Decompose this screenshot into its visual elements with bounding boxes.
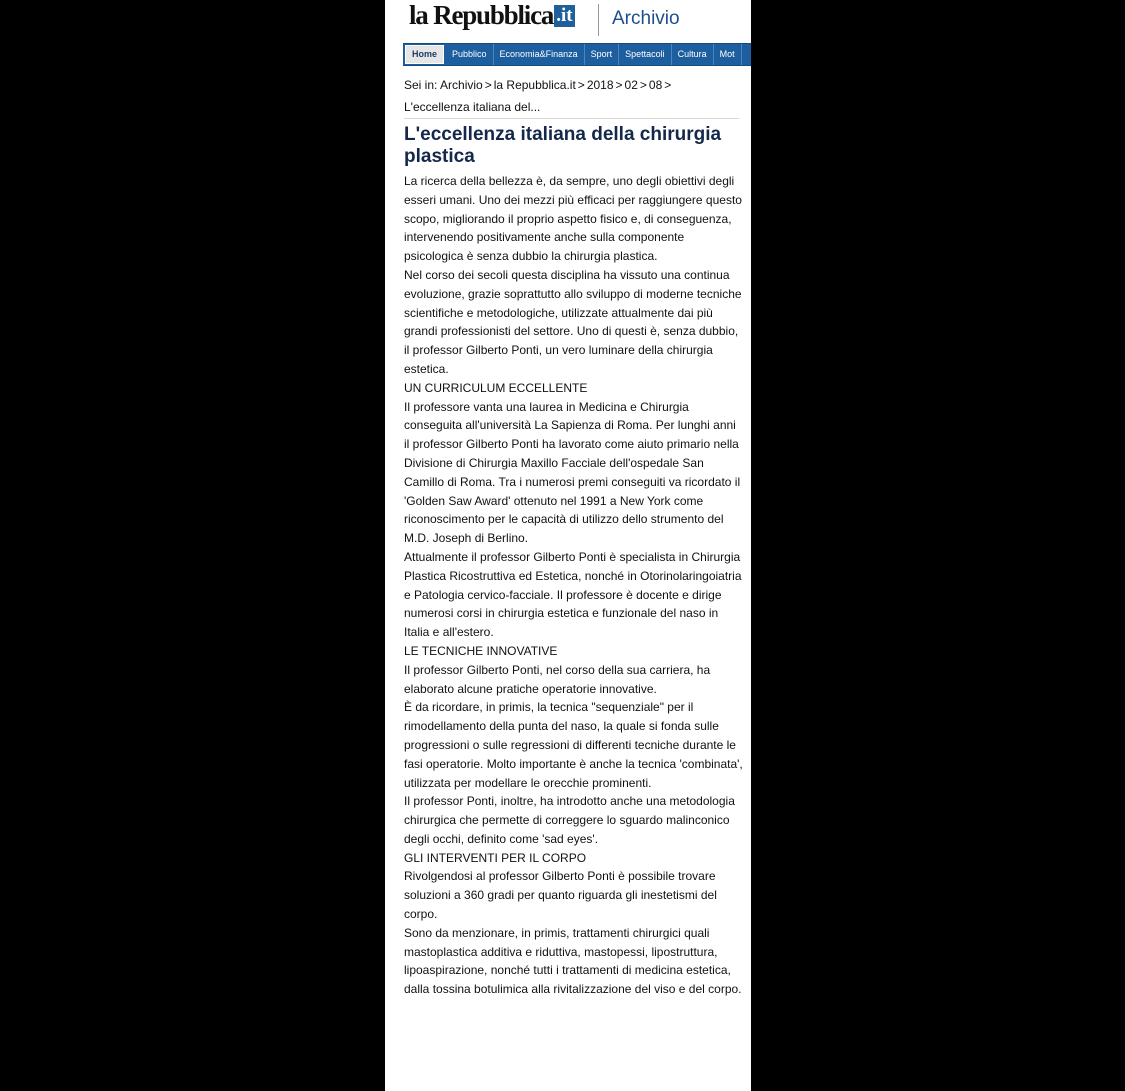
article-paragraph: Il professor Ponti, inoltre, ha introdotto anche una metodologia chirurgica che permette di correggere lo sguardo malinconico degli occhi, definito come 'sad eyes'. bbox=[404, 794, 735, 846]
nav-item-spettacoli[interactable]: Spettacoli bbox=[619, 44, 672, 65]
breadcrumb-separator: > bbox=[484, 78, 492, 92]
main-nav bbox=[403, 43, 751, 66]
nav-item-pubblico[interactable]: Pubblico bbox=[446, 44, 494, 65]
article-paragraph: Il professore vanta una laurea in Medicina e Chirurgia conseguita all'università La Sapienza di Roma. Per lunghi anni il professor Gilberto Ponti ha lavorato come aiuto primario nella Divisione di Chirurgia Maxillo Facciale dell'ospedale San Camillo di Roma. Tra i numerosi premi conseguiti va ricordato il 'Golden Saw Award' ottenuto nel 1991 a New York come riconoscimento per le capacità di utilizzo dello strumento del M.D. Joseph di Berlino. bbox=[404, 399, 741, 546]
article-page bbox=[385, 0, 751, 1091]
breadcrumb-separator: > bbox=[577, 78, 585, 92]
article-paragraph: È da ricordare, in primis, la tecnica "sequenziale" per il rimodellamento della punta del naso, la quale si fonda sulle progressioni o sulle regressioni di differenti tecniche durante le fasi operatorie. Molto importante è anche la tecnica 'combinata', utilizzata per modellare le orecchie prominenti. bbox=[404, 700, 743, 790]
nav-item-sport[interactable]: Sport bbox=[585, 44, 620, 65]
title-divider bbox=[404, 118, 739, 119]
nav-item-motori[interactable]: Mot bbox=[714, 44, 742, 65]
breadcrumb-link-day[interactable]: 08 bbox=[648, 78, 663, 92]
breadcrumb-prefix: Sei in: bbox=[404, 78, 438, 92]
masthead bbox=[385, 0, 751, 42]
article-subheading: LE TECNICHE INNOVATIVE bbox=[404, 643, 558, 658]
repubblica-logo[interactable] bbox=[409, 0, 575, 31]
breadcrumb bbox=[404, 74, 739, 118]
breadcrumb-link-repubblica[interactable]: la Repubblica.it bbox=[493, 78, 576, 92]
breadcrumb-link-archivio[interactable]: Archivio bbox=[440, 78, 483, 92]
article-subheading: UN CURRICULUM ECCELLENTE bbox=[404, 380, 588, 395]
article-paragraph: Rivolgendosi al professor Gilberto Ponti è possibile trovare soluzioni a 360 gradi per quanto riguarda gli inestetismi del corpo. bbox=[404, 869, 717, 922]
article-paragraph: Attualmente il professor Gilberto Ponti è specialista in Chirurgia Plastica Ricostruttiva ed Estetica, nonché in Otorinolaringoiatria e Patologia cervico-facciale. Il professore è docente e dirige numerosi corsi in chirurgia estetica e funzionale del naso in Italia e all'estero. bbox=[404, 549, 742, 640]
masthead-divider bbox=[598, 4, 599, 36]
section-title[interactable]: Archivio bbox=[612, 8, 680, 29]
article-subheading: GLI INTERVENTI PER IL CORPO bbox=[404, 850, 587, 865]
article-paragraph: Il professor Gilberto Ponti, nel corso della sua carriera, ha elaborato alcune pratiche operatorie innovative. bbox=[404, 662, 711, 696]
breadcrumb-link-month[interactable]: 02 bbox=[624, 78, 638, 92]
logo-main-text: la Repubblica bbox=[409, 0, 554, 30]
breadcrumb-current: L'eccellenza italiana del... bbox=[404, 100, 541, 114]
article-body bbox=[404, 172, 744, 999]
breadcrumb-separator: > bbox=[639, 78, 647, 92]
nav-item-cultura[interactable]: Cultura bbox=[672, 44, 714, 65]
nav-item-economia-finanza[interactable]: Economia&Finanza bbox=[494, 44, 585, 65]
article-paragraph: Nel corso dei secoli questa disciplina ha vissuto una continua evoluzione, grazie soprattutto allo sviluppo di moderne tecniche scientifiche e metodologiche, utilizzate attualmente dai più grandi professionisti del settore. Uno di questi è, senza dubbio, il professor Gilberto Ponti, un vero luminare della chirurgia estetica. bbox=[404, 267, 742, 376]
nav-item-home[interactable]: Home bbox=[405, 45, 444, 64]
article-paragraph: La ricerca della bellezza è, da sempre, uno degli obiettivi degli esseri umani. Uno dei mezzi più efficaci per raggiungere questo scopo, migliorando il proprio aspetto fisico e, di conseguenza, intervenendo positivamente anche sulla componente psicologica è senza dubbio la chirurgia plastica. bbox=[404, 174, 742, 264]
article-title: L'eccellenza italiana della chirurgia plastica bbox=[404, 124, 722, 167]
breadcrumb-separator: > bbox=[664, 78, 672, 92]
logo-suffix: .it bbox=[556, 5, 573, 26]
breadcrumb-separator: > bbox=[615, 78, 623, 92]
breadcrumb-link-year[interactable]: 2018 bbox=[586, 78, 614, 92]
article-paragraph: Sono da menzionare, in primis, trattamenti chirurgici quali mastoplastica additiva e riduttiva, mastopessi, lipostruttura, lipoaspirazione, nonché tutti i trattamenti di medicina estetica, dalla tossina botulimica alla rivitalizzazione del viso e del corpo. bbox=[404, 925, 742, 997]
